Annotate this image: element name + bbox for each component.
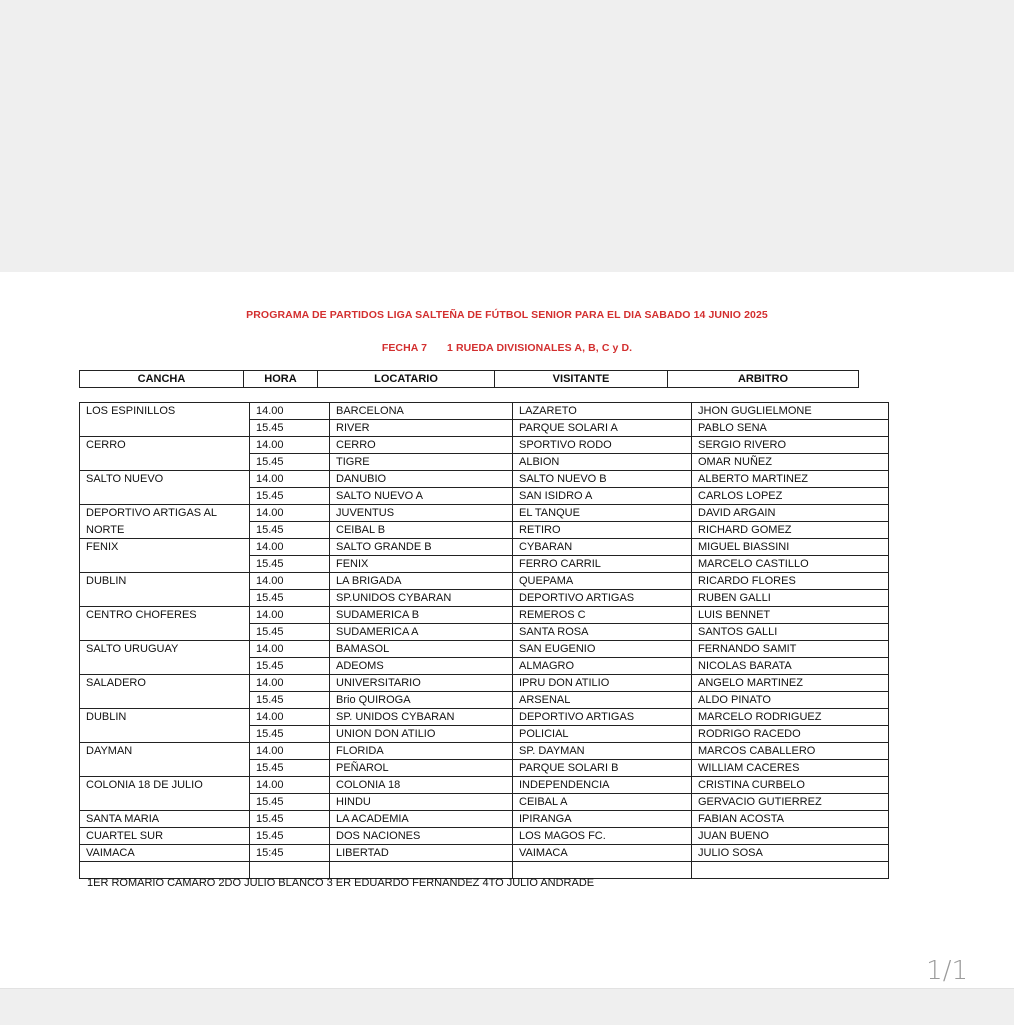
cell-arbitro: MARCELO CASTILLO xyxy=(692,556,889,573)
table-row xyxy=(80,641,889,658)
cell-hora xyxy=(250,862,330,879)
cell-visitante: QUEPAMA xyxy=(513,573,692,590)
cell-locatario: FENIX xyxy=(330,556,513,573)
table-row xyxy=(80,403,889,420)
cell-cancha: SALTO URUGUAY xyxy=(80,641,250,658)
cell-hora: 14.00 xyxy=(250,471,330,488)
document-subtitle xyxy=(0,342,1014,354)
cell-hora: 15.45 xyxy=(250,624,330,641)
cell-arbitro: GERVACIO GUTIERREZ xyxy=(692,794,889,811)
header-hora: HORA xyxy=(244,371,318,388)
cell-locatario: SUDAMERICA B xyxy=(330,607,513,624)
schedule-table xyxy=(79,402,889,879)
cell-arbitro: PABLO SENA xyxy=(692,420,889,437)
table-row xyxy=(80,828,889,845)
table-row xyxy=(80,590,889,607)
table-row xyxy=(80,777,889,794)
cell-arbitro: CRISTINA CURBELO xyxy=(692,777,889,794)
fecha-label: FECHA 7 xyxy=(381,342,428,354)
cell-visitante: SALTO NUEVO B xyxy=(513,471,692,488)
cell-visitante: IPIRANGA xyxy=(513,811,692,828)
cell-locatario: CEIBAL B xyxy=(330,522,513,539)
cell-cancha: SALTO NUEVO xyxy=(80,471,250,488)
cell-hora: 14.00 xyxy=(250,709,330,726)
cell-hora: 15.45 xyxy=(250,556,330,573)
table-row xyxy=(80,573,889,590)
cell-cancha: SALADERO xyxy=(80,675,250,692)
cell-visitante: ARSENAL xyxy=(513,692,692,709)
cell-visitante: SPORTIVO RODO xyxy=(513,437,692,454)
cell-arbitro: RICARDO FLORES xyxy=(692,573,889,590)
cell-locatario: LA BRIGADA xyxy=(330,573,513,590)
cell-hora: 15.45 xyxy=(250,692,330,709)
cell-visitante: REMEROS C xyxy=(513,607,692,624)
cell-arbitro: JHON GUGLIELMONE xyxy=(692,403,889,420)
cell-arbitro: RODRIGO RACEDO xyxy=(692,726,889,743)
cell-arbitro: JUAN BUENO xyxy=(692,828,889,845)
cell-cancha: FENIX xyxy=(80,539,250,556)
cell-cancha xyxy=(80,760,250,777)
cell-locatario: SALTO GRANDE B xyxy=(330,539,513,556)
table-row xyxy=(80,539,889,556)
cell-locatario: JUVENTUS xyxy=(330,505,513,522)
cell-cancha: COLONIA 18 DE JULIO xyxy=(80,777,250,794)
cell-visitante: INDEPENDENCIA xyxy=(513,777,692,794)
cell-hora: 14.00 xyxy=(250,403,330,420)
cell-visitante: SANTA ROSA xyxy=(513,624,692,641)
cell-locatario: HINDU xyxy=(330,794,513,811)
table-row xyxy=(80,437,889,454)
cell-visitante: SP. DAYMAN xyxy=(513,743,692,760)
viewer-bottom-bar xyxy=(0,988,1014,1025)
cell-arbitro: FABIAN ACOSTA xyxy=(692,811,889,828)
cell-cancha: CENTRO CHOFERES xyxy=(80,607,250,624)
cell-visitante: POLICIAL xyxy=(513,726,692,743)
cell-hora: 15.45 xyxy=(250,420,330,437)
cell-hora: 15.45 xyxy=(250,760,330,777)
cell-arbitro: MARCOS CABALLERO xyxy=(692,743,889,760)
cell-cancha: CERRO xyxy=(80,437,250,454)
cell-visitante: ALBION xyxy=(513,454,692,471)
cell-hora: 15.45 xyxy=(250,590,330,607)
cell-cancha: SANTA MARIA xyxy=(80,811,250,828)
cell-locatario: PEÑAROL xyxy=(330,760,513,777)
rueda-label: 1 RUEDA DIVISIONALES A, B, C y D. xyxy=(447,342,633,354)
cell-cancha xyxy=(80,488,250,505)
cell-visitante: VAIMACA xyxy=(513,845,692,862)
table-row xyxy=(80,522,889,539)
cell-arbitro: ALBERTO MARTINEZ xyxy=(692,471,889,488)
cell-locatario: LA ACADEMIA xyxy=(330,811,513,828)
cell-visitante: LAZARETO xyxy=(513,403,692,420)
cell-visitante: SAN ISIDRO A xyxy=(513,488,692,505)
header-table xyxy=(79,370,859,388)
table-row xyxy=(80,811,889,828)
cell-locatario xyxy=(330,862,513,879)
cell-visitante: PARQUE SOLARI B xyxy=(513,760,692,777)
cell-cancha xyxy=(80,590,250,607)
cell-locatario: COLONIA 18 xyxy=(330,777,513,794)
cell-visitante: CEIBAL A xyxy=(513,794,692,811)
document-title: PROGRAMA DE PARTIDOS LIGA SALTEÑA DE FÚTBOL SENIOR PARA EL DIA SABADO 14 JUNIO 2025 xyxy=(246,309,768,321)
cell-hora: 15.45 xyxy=(250,794,330,811)
cell-cancha xyxy=(80,862,250,879)
cell-arbitro: NICOLAS BARATA xyxy=(692,658,889,675)
cell-locatario: UNION DON ATILIO xyxy=(330,726,513,743)
cell-hora: 14.00 xyxy=(250,505,330,522)
table-row xyxy=(80,743,889,760)
header-cancha: CANCHA xyxy=(80,371,244,388)
cell-cancha xyxy=(80,420,250,437)
cell-cancha: DUBLIN xyxy=(80,573,250,590)
cell-visitante: EL TANQUE xyxy=(513,505,692,522)
table-row xyxy=(80,607,889,624)
cell-hora: 15.45 xyxy=(250,811,330,828)
cell-locatario: DANUBIO xyxy=(330,471,513,488)
cell-hora: 14.00 xyxy=(250,777,330,794)
cell-hora: 14.00 xyxy=(250,743,330,760)
cell-locatario: DOS NACIONES xyxy=(330,828,513,845)
header-row xyxy=(80,371,859,388)
cell-visitante: LOS MAGOS FC. xyxy=(513,828,692,845)
cell-locatario: TIGRE xyxy=(330,454,513,471)
cell-locatario: Brio QUIROGA xyxy=(330,692,513,709)
cell-hora: 15:45 xyxy=(250,845,330,862)
cell-cancha xyxy=(80,624,250,641)
table-row xyxy=(80,420,889,437)
table-row xyxy=(80,505,889,522)
cell-visitante: IPRU DON ATILIO xyxy=(513,675,692,692)
table-row xyxy=(80,760,889,777)
cell-hora: 14.00 xyxy=(250,641,330,658)
cell-cancha xyxy=(80,454,250,471)
cell-arbitro: JULIO SOSA xyxy=(692,845,889,862)
table-row xyxy=(80,454,889,471)
cell-visitante: SAN EUGENIO xyxy=(513,641,692,658)
cell-arbitro: SANTOS GALLI xyxy=(692,624,889,641)
cell-visitante: DEPORTIVO ARTIGAS xyxy=(513,709,692,726)
cell-visitante: PARQUE SOLARI A xyxy=(513,420,692,437)
cell-locatario: UNIVERSITARIO xyxy=(330,675,513,692)
cell-arbitro: SERGIO RIVERO xyxy=(692,437,889,454)
cell-arbitro: DAVID ARGAIN xyxy=(692,505,889,522)
table-row xyxy=(80,658,889,675)
cell-locatario: ADEOMS xyxy=(330,658,513,675)
cell-hora: 14.00 xyxy=(250,539,330,556)
cell-cancha: CUARTEL SUR xyxy=(80,828,250,845)
cell-cancha: DAYMAN xyxy=(80,743,250,760)
header-visitante: VISITANTE xyxy=(495,371,668,388)
table-row xyxy=(80,845,889,862)
cell-arbitro: ALDO PINATO xyxy=(692,692,889,709)
cell-visitante xyxy=(513,862,692,879)
cell-locatario: SP.UNIDOS CYBARAN xyxy=(330,590,513,607)
cell-arbitro: LUIS BENNET xyxy=(692,607,889,624)
cell-arbitro: RUBEN GALLI xyxy=(692,590,889,607)
table-row xyxy=(80,624,889,641)
cell-cancha: DUBLIN xyxy=(80,709,250,726)
cell-cancha: NORTE xyxy=(80,522,250,539)
viewer-background-top xyxy=(0,0,1014,272)
cell-cancha: LOS ESPINILLOS xyxy=(80,403,250,420)
cell-arbitro: OMAR NUÑEZ xyxy=(692,454,889,471)
cell-hora: 15.45 xyxy=(250,658,330,675)
cell-hora: 15.45 xyxy=(250,488,330,505)
page-indicator: 1/1 xyxy=(926,956,968,986)
cell-arbitro: RICHARD GOMEZ xyxy=(692,522,889,539)
cell-hora: 14.00 xyxy=(250,437,330,454)
table-row xyxy=(80,726,889,743)
cell-visitante: FERRO CARRIL xyxy=(513,556,692,573)
header-arbitro: ARBITRO xyxy=(668,371,859,388)
header-locatario: LOCATARIO xyxy=(318,371,495,388)
table-row xyxy=(80,488,889,505)
cell-hora: 15.45 xyxy=(250,726,330,743)
cell-arbitro: FERNANDO SAMIT xyxy=(692,641,889,658)
cell-arbitro: ANGELO MARTINEZ xyxy=(692,675,889,692)
cell-hora: 15.45 xyxy=(250,828,330,845)
document-page xyxy=(0,272,1014,988)
cell-hora: 15.45 xyxy=(250,522,330,539)
cell-visitante: RETIRO xyxy=(513,522,692,539)
cell-cancha xyxy=(80,692,250,709)
cell-hora: 14.00 xyxy=(250,573,330,590)
cell-visitante: ALMAGRO xyxy=(513,658,692,675)
cell-locatario: BAMASOL xyxy=(330,641,513,658)
cell-arbitro xyxy=(692,862,889,879)
cell-locatario: CERRO xyxy=(330,437,513,454)
table-row xyxy=(80,862,889,879)
cell-arbitro: MARCELO RODRIGUEZ xyxy=(692,709,889,726)
cell-cancha: DEPORTIVO ARTIGAS AL xyxy=(80,505,250,522)
cell-arbitro: MIGUEL BIASSINI xyxy=(692,539,889,556)
cell-cancha: VAIMACA xyxy=(80,845,250,862)
cell-visitante: DEPORTIVO ARTIGAS xyxy=(513,590,692,607)
cell-locatario: FLORIDA xyxy=(330,743,513,760)
cell-locatario: SP. UNIDOS CYBARAN xyxy=(330,709,513,726)
footer-note: 1ER ROMARIO CAMARO 2DO JULIO BLANCO 3 ER EDUARDO FERNANDEZ 4TO JULIO ANDRADE xyxy=(87,877,595,889)
cell-locatario: LIBERTAD xyxy=(330,845,513,862)
cell-visitante: CYBARAN xyxy=(513,539,692,556)
table-row xyxy=(80,692,889,709)
table-row xyxy=(80,709,889,726)
cell-locatario: SALTO NUEVO A xyxy=(330,488,513,505)
cell-cancha xyxy=(80,556,250,573)
cell-cancha xyxy=(80,658,250,675)
cell-hora: 15.45 xyxy=(250,454,330,471)
table-row xyxy=(80,471,889,488)
table-row xyxy=(80,794,889,811)
cell-cancha xyxy=(80,726,250,743)
cell-cancha xyxy=(80,794,250,811)
cell-locatario: RIVER xyxy=(330,420,513,437)
cell-arbitro: CARLOS LOPEZ xyxy=(692,488,889,505)
cell-hora: 14.00 xyxy=(250,607,330,624)
table-row xyxy=(80,556,889,573)
cell-locatario: BARCELONA xyxy=(330,403,513,420)
table-row xyxy=(80,675,889,692)
cell-hora: 14.00 xyxy=(250,675,330,692)
cell-arbitro: WILLIAM CACERES xyxy=(692,760,889,777)
cell-locatario: SUDAMERICA A xyxy=(330,624,513,641)
